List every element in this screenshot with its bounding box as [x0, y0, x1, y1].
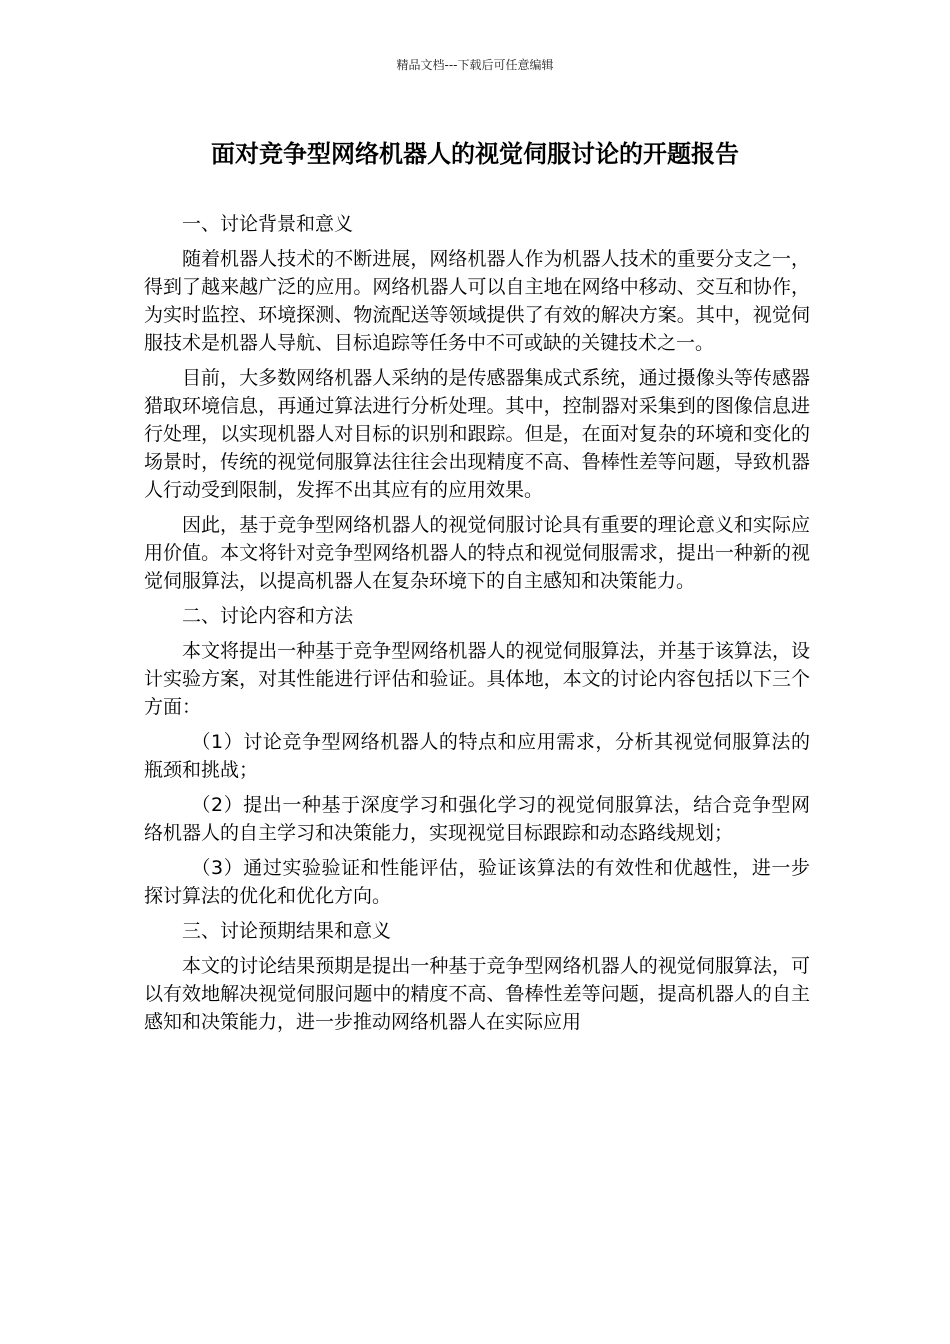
page-header-watermark: 精品文档---下载后可任意编辑: [396, 58, 554, 72]
document-body: [144, 210, 810, 1043]
body-paragraph: 本文将提出一种基于竞争型网络机器人的视觉伺服算法，并基于该算法，设计实验方案，对其性能进行评估和验证。具体地，本文的讨论内容包括以下三个方面：: [144, 640, 810, 718]
section-heading: 二、讨论内容和方法: [182, 605, 354, 627]
section-heading: 三、讨论预期结果和意义: [182, 920, 392, 942]
section-heading: 一、讨论背景和意义: [182, 213, 354, 235]
body-paragraph: 本文的讨论结果预期是提出一种基于竞争型网络机器人的视觉伺服算法，可以有效地解决视觉伺服问题中的精度不高、鲁棒性差等问题，提高机器人的自主感知和决策能力，进一步推动网络机器人在实际应用: [144, 955, 810, 1033]
body-paragraph: 随着机器人技术的不断进展，网络机器人作为机器人技术的重要分支之一，得到了越来越广泛的应用。网络机器人可以自主地在网络中移动、交互和协作，为实时监控、环境探测、物流配送等领域提供了有效的解决方案。其中，视觉伺服技术是机器人导航、目标追踪等任务中不可或缺的关键技术之一。: [144, 248, 810, 354]
body-paragraph: 因此，基于竞争型网络机器人的视觉伺服讨论具有重要的理论意义和实际应用价值。本文将针对竞争型网络机器人的特点和视觉伺服需求，提出一种新的视觉伺服算法，以提高机器人在复杂环境下的自主感知和决策能力。: [144, 514, 810, 592]
document-title: 面对竞争型网络机器人的视觉伺服讨论的开题报告: [211, 140, 739, 168]
list-item: （3）通过实验验证和性能评估，验证该算法的有效性和优越性，进一步探讨算法的优化和优化方向。: [144, 857, 810, 907]
list-item: （2）提出一种基于深度学习和强化学习的视觉伺服算法，结合竞争型网络机器人的自主学习和决策能力，实现视觉目标跟踪和动态路线规划；: [144, 794, 810, 844]
body-paragraph: 目前，大多数网络机器人采纳的是传感器集成式系统，通过摄像头等传感器猎取环境信息，再通过算法进行分析处理。其中，控制器对采集到的图像信息进行处理，以实现机器人对目标的识别和跟踪。但是，在面对复杂的环境和变化的场景时，传统的视觉伺服算法往往会出现精度不高、鲁棒性差等问题，导致机器人行动受到限制，发挥不出其应有的应用效果。: [144, 367, 810, 501]
list-item: （1）讨论竞争型网络机器人的特点和应用需求，分析其视觉伺服算法的瓶颈和挑战；: [144, 731, 810, 781]
